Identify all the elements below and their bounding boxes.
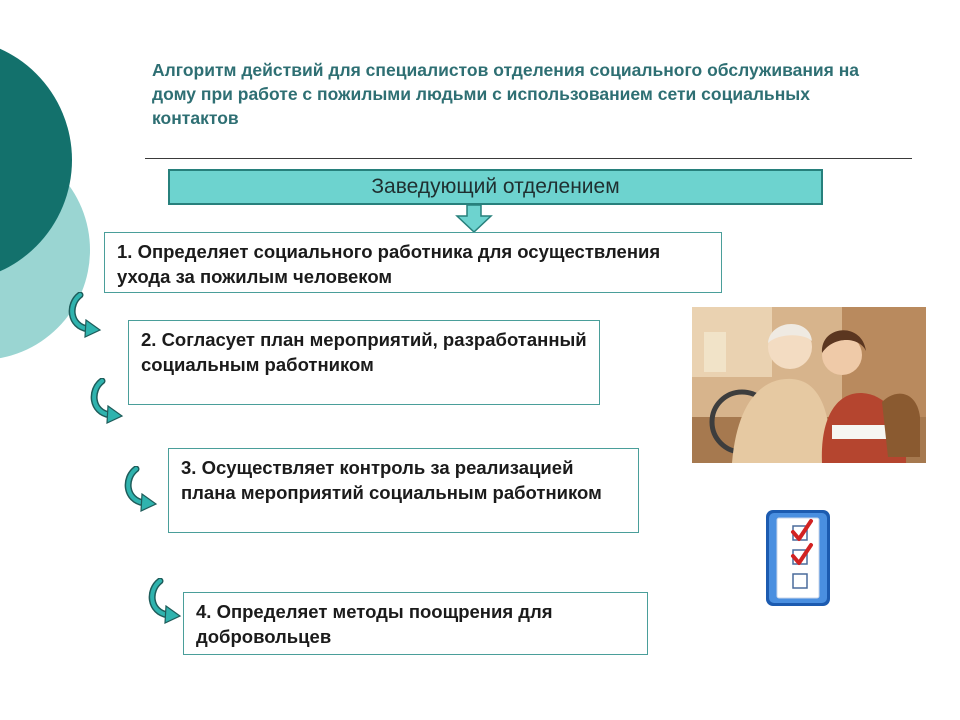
step-3-box [168, 448, 639, 533]
curved-arrow-icon [122, 466, 158, 512]
step-3-text: 3. Осуществляет контроль за реализацией плана мероприятий социальным работником [181, 457, 602, 503]
step-1-text: 1. Определяет социального работника для осуществления ухода за пожилым человеком [117, 241, 661, 287]
down-arrow-icon [454, 205, 494, 233]
title-divider [145, 158, 912, 159]
step-4-box [183, 592, 648, 655]
slide-title: Алгоритм действий для специалистов отделения социального обслуживания на дому при работе с пожилыми людьми с использованием сети социальных контактов [152, 60, 860, 128]
step-2-box [128, 320, 600, 405]
curved-arrow-icon [146, 578, 182, 624]
curved-arrow-icon [66, 292, 102, 338]
caregiver-photo [692, 307, 926, 463]
checklist-icon [763, 508, 833, 608]
step-2-text: 2. Согласует план мероприятий, разработанный социальным работником [141, 329, 587, 375]
decorative-circles [0, 0, 120, 420]
curved-arrow-icon [88, 378, 124, 424]
step-1-box [104, 232, 722, 293]
department-head-label: Заведующий отделением [371, 175, 620, 198]
department-head-box [168, 169, 823, 205]
step-4-text: 4. Определяет методы поощрения для добровольцев [196, 601, 553, 647]
